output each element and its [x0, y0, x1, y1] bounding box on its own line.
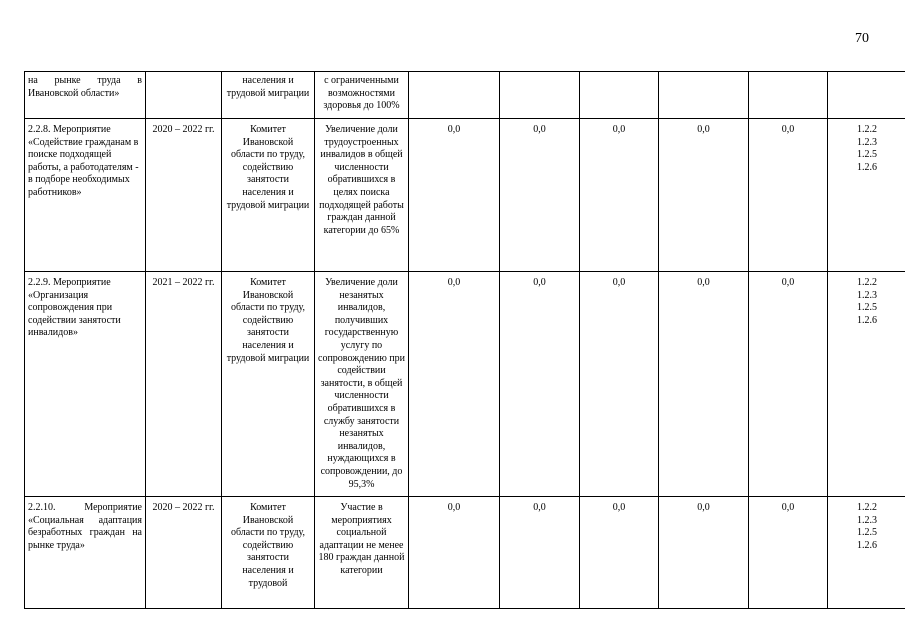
value-cell-1: 0,0: [409, 119, 500, 272]
indicator-code: 1.2.5: [857, 302, 877, 314]
table-row: [25, 272, 905, 497]
value-cell-2: 0,0: [500, 119, 580, 272]
indicator-code: 1.2.3: [857, 514, 877, 526]
value-cell-5: 0,0: [749, 497, 828, 609]
value-cell-3: 0,0: [580, 497, 659, 609]
value-cell-4: 0,0: [659, 119, 749, 272]
indicators-cell: [828, 119, 905, 272]
value-cell-4: 0,0: [659, 272, 749, 497]
executor-cell: населения и трудовой миграции: [222, 72, 315, 119]
program-table: [24, 71, 905, 609]
indicator-code: 1.2.2: [857, 277, 877, 288]
result-cell: Участие в мероприятиях социальной адаптации не менее 180 граждан данной категории: [315, 497, 409, 609]
indicator-code: 1.2.2: [857, 502, 877, 513]
value-cell-1: 0,0: [409, 272, 500, 497]
indicators-cell: [828, 497, 905, 609]
indicator-code: 1.2.3: [857, 136, 877, 148]
value-cell-5: 0,0: [749, 272, 828, 497]
value-cell-2: 0,0: [500, 272, 580, 497]
executor-cell: Комитет Ивановской области по труду, содействию занятости населения и трудовой миграции: [222, 272, 315, 497]
indicators-cell: [828, 72, 905, 119]
value-cell-2: 0,0: [500, 497, 580, 609]
result-cell: Увеличение доли трудоустроенных инвалидов в общей численности обратившихся в целях поиска подходящей работы граждан данной категории до 65%: [315, 119, 409, 272]
value-cell-4: [659, 72, 749, 119]
measure-name-cell: на рынке труда в Ивановской области»: [25, 72, 146, 119]
executor-cell: Комитет Ивановской области по труду, содействию занятости населения и трудовой миграции: [222, 119, 315, 272]
indicator-code: 1.2.5: [857, 149, 877, 161]
period-cell: 2020 – 2022 гг.: [146, 119, 222, 272]
result-cell: с ограниченными возможностями здоровья до 100%: [315, 72, 409, 119]
result-cell: Увеличение доли незанятых инвалидов, получивших государственную услугу по сопровождению при содействии занятости, в общей численности обратившихся в службу занятости незанятых инвалидов, нуждающихся в сопровождении, до 95,3%: [315, 272, 409, 497]
value-cell-1: [409, 72, 500, 119]
measure-name-cell: 2.2.9. Мероприятие «Организация сопровождения при содействии занятости инвалидов»: [25, 272, 146, 497]
period-cell: [146, 72, 222, 119]
table-row: [25, 119, 905, 272]
executor-cell: Комитет Ивановской области по труду, содействию занятости населения и трудовой: [222, 497, 315, 609]
value-cell-1: 0,0: [409, 497, 500, 609]
indicator-code: 1.2.6: [857, 539, 877, 551]
value-cell-5: [749, 72, 828, 119]
value-cell-3: 0,0: [580, 119, 659, 272]
value-cell-3: 0,0: [580, 272, 659, 497]
period-cell: 2020 – 2022 гг.: [146, 497, 222, 609]
period-cell: 2021 – 2022 гг.: [146, 272, 222, 497]
measure-name-cell: 2.2.8. Мероприятие «Содействие гражданам в поиске подходящей работы, а работодателям - в подборе необходимых работников»: [25, 119, 146, 272]
indicator-code: 1.2.6: [857, 314, 877, 326]
indicator-code: 1.2.3: [857, 289, 877, 301]
indicator-code: 1.2.5: [857, 527, 877, 539]
table-row: [25, 72, 905, 119]
measure-name-cell: 2.2.10. Мероприятие «Социальная адаптация безработных граждан на рынке труда»: [25, 497, 146, 609]
value-cell-2: [500, 72, 580, 119]
value-cell-5: 0,0: [749, 119, 828, 272]
page-number: 70: [855, 31, 869, 46]
value-cell-4: 0,0: [659, 497, 749, 609]
table-row: [25, 497, 905, 609]
indicators-cell: [828, 272, 905, 497]
value-cell-3: [580, 72, 659, 119]
indicator-code: 1.2.6: [857, 161, 877, 173]
indicator-code: 1.2.2: [857, 124, 877, 135]
